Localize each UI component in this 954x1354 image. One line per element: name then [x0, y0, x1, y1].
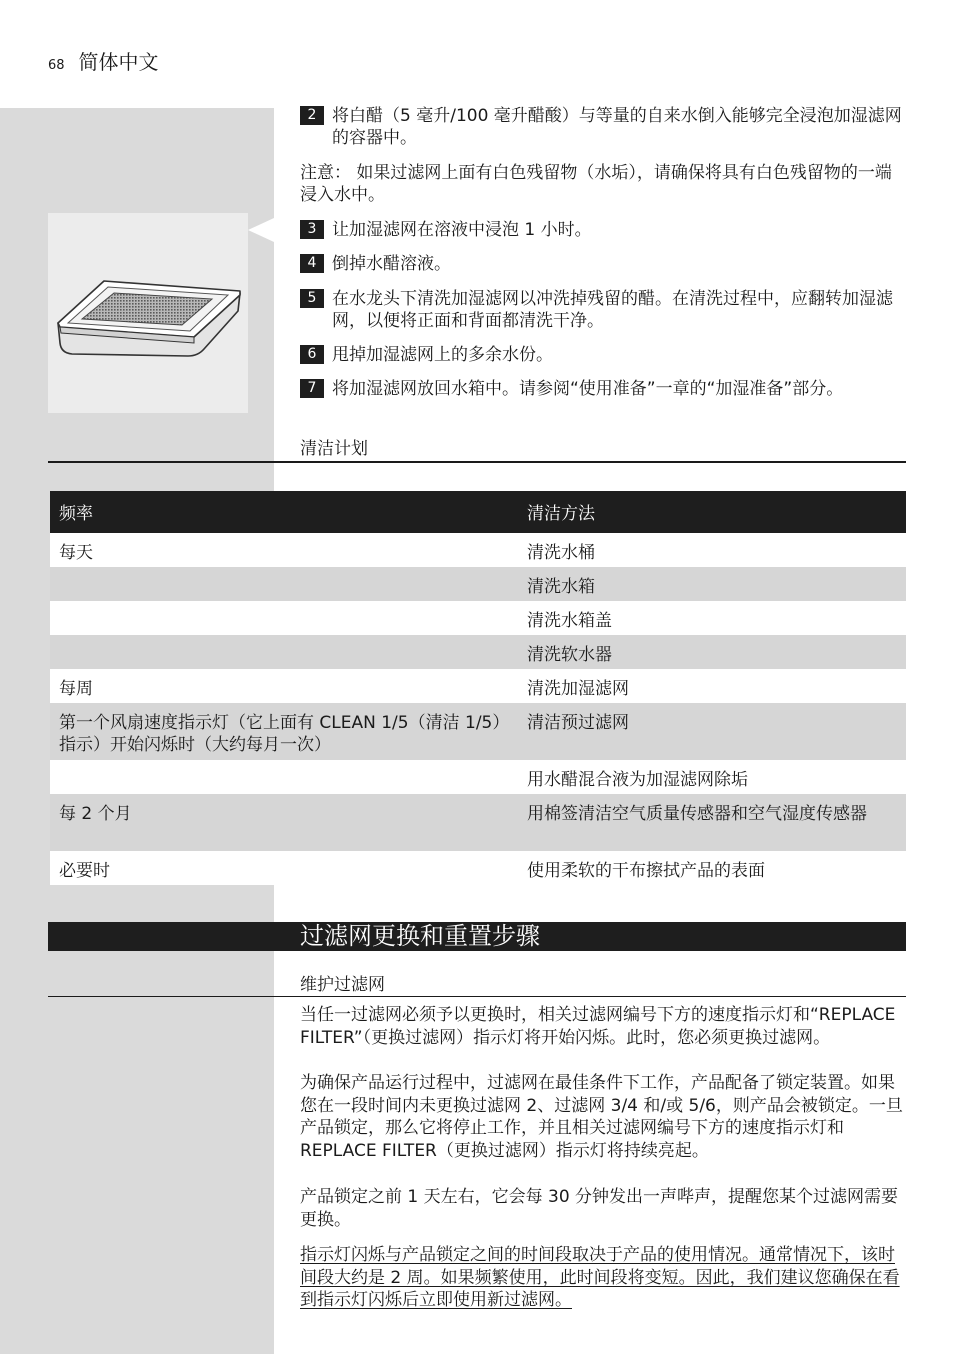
- row-frequency: 第一个风扇速度指示灯（它上面有 CLEAN 1/5（清洁 1/5）指示）开始闪烁时（大约每月一次）: [59, 713, 501, 755]
- step-number-badge: 3: [300, 220, 324, 239]
- step-number-badge: 6: [300, 345, 324, 364]
- step-text: 将白醋（5 毫升/100 毫升醋酸）与等量的自来水倒入能够完全浸泡加湿滤网的容器中。: [332, 106, 902, 148]
- page-header: [48, 46, 159, 75]
- step-text: 让加湿滤网在溶液中浸泡 1 小时。: [332, 220, 592, 240]
- step-text: 倒掉水醋溶液。: [332, 254, 451, 274]
- paragraph-1: 当任一过滤网必须予以更换时，相关过滤网编号下方的速度指示灯和“REPLACE FILTER”（更换过滤网）指示灯将开始闪烁。此时，您必须更换过滤网。: [300, 1005, 896, 1048]
- row-method: 清洗水箱盖: [527, 611, 612, 631]
- row-method: 清洗水箱: [527, 577, 595, 597]
- row-method: 清洗软水器: [527, 645, 612, 665]
- row-frequency: [50, 601, 518, 635]
- row-method: 用水醋混合液为加湿滤网除垢: [527, 770, 748, 790]
- step-text: 将加湿滤网放回水箱中。请参阅“使用准备”一章的“加湿准备”部分。: [332, 379, 844, 399]
- table-row: [50, 851, 906, 885]
- header-frequency: 频率: [59, 504, 93, 524]
- row-frequency: [50, 635, 518, 669]
- cleaning-schedule-label: 清洁计划: [300, 439, 368, 459]
- row-frequency: [50, 567, 518, 601]
- step-text: 甩掉加湿滤网上的多余水份。: [332, 345, 553, 365]
- divider-rule: [48, 996, 906, 997]
- cleaning-schedule-table: [50, 491, 906, 885]
- step-number-badge: 2: [300, 106, 324, 125]
- note-text: 注意： 如果过滤网上面有白色残留物（水垢），请确保将具有白色残留物的一端浸入水中。: [300, 163, 892, 205]
- step-6: [300, 344, 906, 366]
- table-row: [50, 567, 906, 601]
- important-notice: 指示灯闪烁与产品锁定之间的时间段取决于产品的使用情况。通常情况下，该时间段大约是 2 周。如果频繁使用，此时间段将变短。因此，我们建议您确保在看到指示灯闪烁后立即使用新过滤网。: [300, 1245, 900, 1311]
- table-row: [50, 760, 906, 794]
- table-row: [50, 533, 906, 567]
- step-5: [300, 288, 906, 332]
- row-frequency: 每周: [59, 679, 93, 699]
- row-method: 用棉签清洁空气质量传感器和空气湿度传感器: [527, 804, 867, 824]
- row-method: 清洗水桶: [527, 543, 595, 563]
- step-number-badge: 4: [300, 254, 324, 273]
- row-frequency: 每天: [59, 543, 93, 563]
- filter-illustration: [48, 213, 248, 413]
- step-7: [300, 378, 906, 400]
- language-label: 简体中文: [78, 50, 159, 74]
- paragraph-2: 为确保产品运行过程中，过滤网在最佳条件下工作，产品配备了锁定装置。如果您在一段时间内未更换过滤网 2、过滤网 3/4 和/或 5/6，则产品会被锁定。一旦产品锁定，那么它将停止工作，并且相关过滤网编号下方的速度指示灯和 REPLACE FILTER（更换过滤网）指示灯将持续亮起。: [300, 1073, 903, 1162]
- row-frequency: [50, 760, 518, 794]
- divider-rule: [48, 461, 906, 463]
- table-row: [50, 703, 906, 760]
- row-frequency: 必要时: [59, 861, 110, 881]
- humidification-filter-tray-icon: [48, 213, 248, 413]
- step-4: [300, 253, 906, 275]
- table-row: [50, 794, 906, 851]
- table-row: [50, 601, 906, 635]
- step-2: [300, 105, 906, 149]
- callout-pointer: [248, 218, 274, 242]
- header-method: 清洁方法: [527, 504, 595, 524]
- step-number-badge: 5: [300, 289, 324, 308]
- row-frequency: 每 2 个月: [59, 804, 132, 824]
- section-title: 过滤网更换和重置步骤: [300, 922, 540, 950]
- row-method: 使用柔软的干布擦拭产品的表面: [527, 861, 765, 881]
- table-row: [50, 669, 906, 703]
- step-number-badge: 7: [300, 379, 324, 398]
- table-header-row: [50, 491, 906, 533]
- row-method: 清洗加湿滤网: [527, 679, 629, 699]
- page-number: 68: [48, 58, 65, 73]
- step-text: 在水龙头下清洗加湿滤网以冲洗掉残留的醋。在清洗过程中，应翻转加湿滤网，以便将正面和背面都清洗干净。: [332, 289, 893, 331]
- table-row: [50, 635, 906, 669]
- subheading: 维护过滤网: [300, 975, 385, 995]
- paragraph-3: 产品锁定之前 1 天左右，它会每 30 分钟发出一声哔声，提醒您某个过滤网需要更换。: [300, 1187, 899, 1230]
- step-3: [300, 219, 906, 241]
- row-method: 清洁预过滤网: [527, 713, 629, 733]
